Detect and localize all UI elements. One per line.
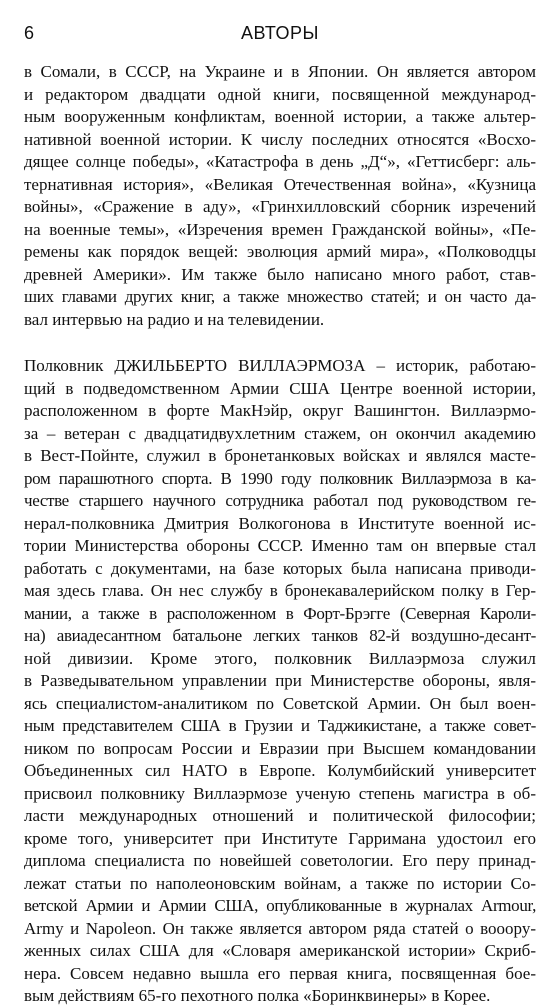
text-line: расположенном в форте МакНэйр, округ Вашингтон. Виллаэрмо- [24,401,536,420]
text-line: мая здесь глава. Он нес службу в бронекавалерийском полку в Гер- [24,581,536,600]
text-line: щий в подведомственном Армии США Центре военной истории, [24,378,536,398]
text-line: тории Министерства обороны СССР. Именно там он впервые стал [24,536,536,555]
text-line: ветской Армии и Армии США, опубликованные в журналах Armour, [24,896,536,915]
text-line: ником по вопросам России и Евразии при Высшем командовании [24,738,536,758]
text-line: войны», «Сражение в аду», «Гринхилловский сборник изречений [24,197,536,216]
text-line: ной дивизии. Кроме этого, полковник Виллаэрмоза служил [24,648,536,668]
section-title: АВТОРЫ [241,23,319,43]
text-line: работать с документами, на базе которых была написана приводи- [24,558,536,578]
text-line: ласти международных отношений и политической философии; [24,806,536,825]
text-line: за – ветеран с двадцатидвухлетним стажем, он окончил академию [24,423,536,443]
text-line: ших главами других книг, а также множество статей; и он часто да- [24,287,536,306]
text-line: в Разведывательном управлении при Министерстве обороны, явля- [24,671,536,690]
text-line: диплома специалиста по новейшей советологии. Его перу принад- [24,851,536,870]
text-line: древней Америки». Им также было написано много работ, став- [24,264,536,284]
text-line: вым действиям 65-го пехотного полка «Боринквинеры» в Корее. [24,986,491,1005]
text-line: в Сомали, в СССР, на Украине и в Японии. Он является автором [24,62,536,81]
text-line: нерал-полковника Дмитрия Волкогонова в Институте военной ис- [24,513,536,533]
text-line: и редактором двадцати одной книги, посвященной международ- [24,84,536,104]
text-line: вал интервью на радио и на телевидении. [24,309,325,329]
text-line: честве старшего научного сотрудника работал под руководством ге- [24,491,536,510]
text-line: кроме того, университет при Институте Гарримана удостоил его [24,828,536,848]
text-line: в Вест-Пойнте, служил в бронетанковых войсках и являлся масте- [24,446,536,465]
text-line: ным вооруженным конфликтам, военной истории, а также альтер- [24,107,536,126]
text-line: ным представителем США в Грузии и Таджикистане, а также совет- [24,716,536,735]
text-line: мании, а также в расположенном в Форт-Брэгге (Северная Кароли- [24,603,536,623]
text-line: тернативная история», «Великая Отечественная война», «Кузница [24,174,536,194]
text-line: присвоил полковнику Виллаэрмозе ученую степень магистра в об- [24,783,536,803]
running-head [24,20,536,46]
text-line: лежат статьи по наполеоновским войнам, а также по истории Со- [24,873,536,893]
text-line: нативной военной истории. К числу последних относятся «Восхо- [24,129,536,149]
paragraph-author-bio-1 [24,61,536,331]
text-line: Полковник ДЖИЛЬБЕРТО ВИЛЛАЭРМОЗА – историк, работаю- [24,356,536,375]
text-line: Army и Napoleon. Он также является автором ряда статей о вооору- [24,918,536,938]
text-line: женных силах США для «Словаря американской истории» Скриб- [24,941,536,960]
text-line: ясь специалистом-аналитиком по Советской Армии. Он был воен- [24,693,536,713]
page-number: 6 [24,23,35,43]
text-line: на военные темы», «Изречения времен Гражданской войны», «Пе- [24,219,536,239]
text-line: на) авиадесантном батальоне легких танков 82-й воздушно-десант- [24,626,536,645]
text-line: ремены как порядок вещей: эволюция армий мира», «Полководцы [24,242,536,261]
text-line: нера. Совсем недавно вышла его первая книга, посвященная бое- [24,963,536,983]
text-line: ром парашютного спорта. В 1990 году полковник Виллаэрмоза в ка- [24,468,536,488]
text-line: Объединенных сил НАТО в Европе. Колумбийский университет [24,761,536,780]
paragraph-author-bio-villahermosa [24,355,536,1008]
text-line: дящее солнце победы», «Катастрофа в день „Д“», «Геттисберг: аль- [24,152,536,171]
